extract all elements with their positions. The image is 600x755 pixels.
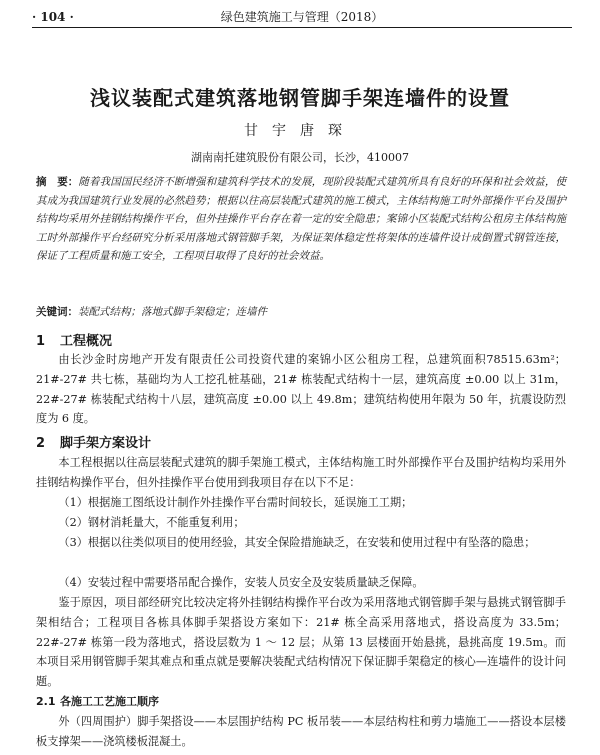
- keywords-text: 装配式结构；落地式脚手架稳定；连墙件: [78, 306, 267, 318]
- subsection-number: 2.1: [36, 695, 56, 708]
- section-number: 2: [36, 436, 46, 451]
- journal-name: 绿色建筑施工与管理（2018）: [220, 10, 384, 24]
- list-item: （2）钢材消耗量大，不能重复利用；: [58, 516, 245, 529]
- subsection-2-1-paragraph: 外（四周围护）脚手架搭设——本层围护结构 PC 板吊装——本层结构柱和剪力墙施工——搭设本层楼板支撑架——浇筑楼板混凝土。: [36, 715, 566, 748]
- list-item: （1）根据施工图纸设计制作外挂操作平台需时间较长，延误施工工期；: [58, 496, 413, 509]
- header-rule: [32, 27, 572, 28]
- section-1-heading: [36, 330, 112, 349]
- page-number: · 104 ·: [32, 10, 74, 24]
- list-item: （3）根据以往类似项目的使用经验，其安全保险措施缺乏，在安装和使用过程中有坠落的隐患；: [58, 536, 536, 549]
- section-2-paragraph: 鉴于原因，项目部经研究比较决定将外挂钢结构操作平台改为采用落地式钢管脚手架与悬挑式钢管脚手架相结合；工程项目各栋具体脚手架搭设方案如下：21# 栋全高采用落地式，搭设高度为 33.5m；22#-27# 栋第一段为落地式，搭设层数为 1 ～ 12 层；从第 13 层楼面开始悬挑，悬挑高度 19.5m。而本项目采用钢管脚手架其难点和重点就是要解决装配式结构情况下保证脚手架稳定的核心—连墙件的设计问题。: [36, 596, 566, 689]
- section-1-paragraph: 由长沙金时房地产开发有限责任公司投资代建的案锦小区公租房工程，总建筑面积78515.63m²；21#-27# 共七栋，基础均为人工挖孔桩基础，21# 栋装配式结构十一层，建筑高度 ±0.00 以上 31m，22#-27# 栋装配式结构十八层，建筑高度 ±0.00 以上 49.8m；建筑结构使用年限为 50 年，抗震设防烈度为 6 度。: [36, 353, 566, 426]
- author-names: 甘宇唐琛: [244, 123, 356, 139]
- subsection-title: 各施工工艺施工顺序: [60, 695, 159, 708]
- subsection-2-1-heading: [36, 693, 159, 709]
- abstract-label: 摘 要：: [36, 176, 79, 188]
- abstract-text: 随着我国国民经济不断增强和建筑科学技术的发展，现阶段装配式建筑所具有良好的环保和社会效益，使其成为我国建筑行业发展的必然趋势；根据以往高层装配式建筑的施工模式，主体结构施工时外部操作平台及围护结构均采用外挂钢结构操作平台，但外挂操作平台存在着一定的安全隐患；案锦小区装配式结构公租房主体结构施工时外部操作平台经研究分析采用落地式钢管脚手架，为保证架体稳定性将架体的连墙件设计成倒置式钢管连接，保证了工程质量和施工安全，工程项目取得了良好的社会效益。: [36, 176, 567, 262]
- paper-title: 浅议装配式建筑落地钢管脚手架连墙件的设置: [90, 86, 510, 110]
- keywords: [36, 303, 566, 321]
- section-2-intro-paragraph: 本工程根据以往高层装配式建筑的脚手架施工模式，主体结构施工时外部操作平台及围护结构均采用外挂钢结构操作平台，但外挂操作平台使用到我项目存在以下不足：: [36, 456, 566, 489]
- running-head: [32, 8, 572, 26]
- list-item: （4）安装过程中需要塔吊配合操作，安装人员安全及安装质量缺乏保障。: [58, 576, 424, 589]
- section-number: 1: [36, 334, 46, 349]
- keywords-label: 关键词：: [36, 306, 78, 318]
- section-2-heading: [36, 432, 151, 451]
- abstract: [36, 173, 566, 266]
- section-title: 工程概况: [60, 334, 113, 349]
- section-title: 脚手架方案设计: [60, 436, 152, 451]
- affiliation: 湖南南托建筑股份有限公司，长沙，410007: [191, 151, 409, 164]
